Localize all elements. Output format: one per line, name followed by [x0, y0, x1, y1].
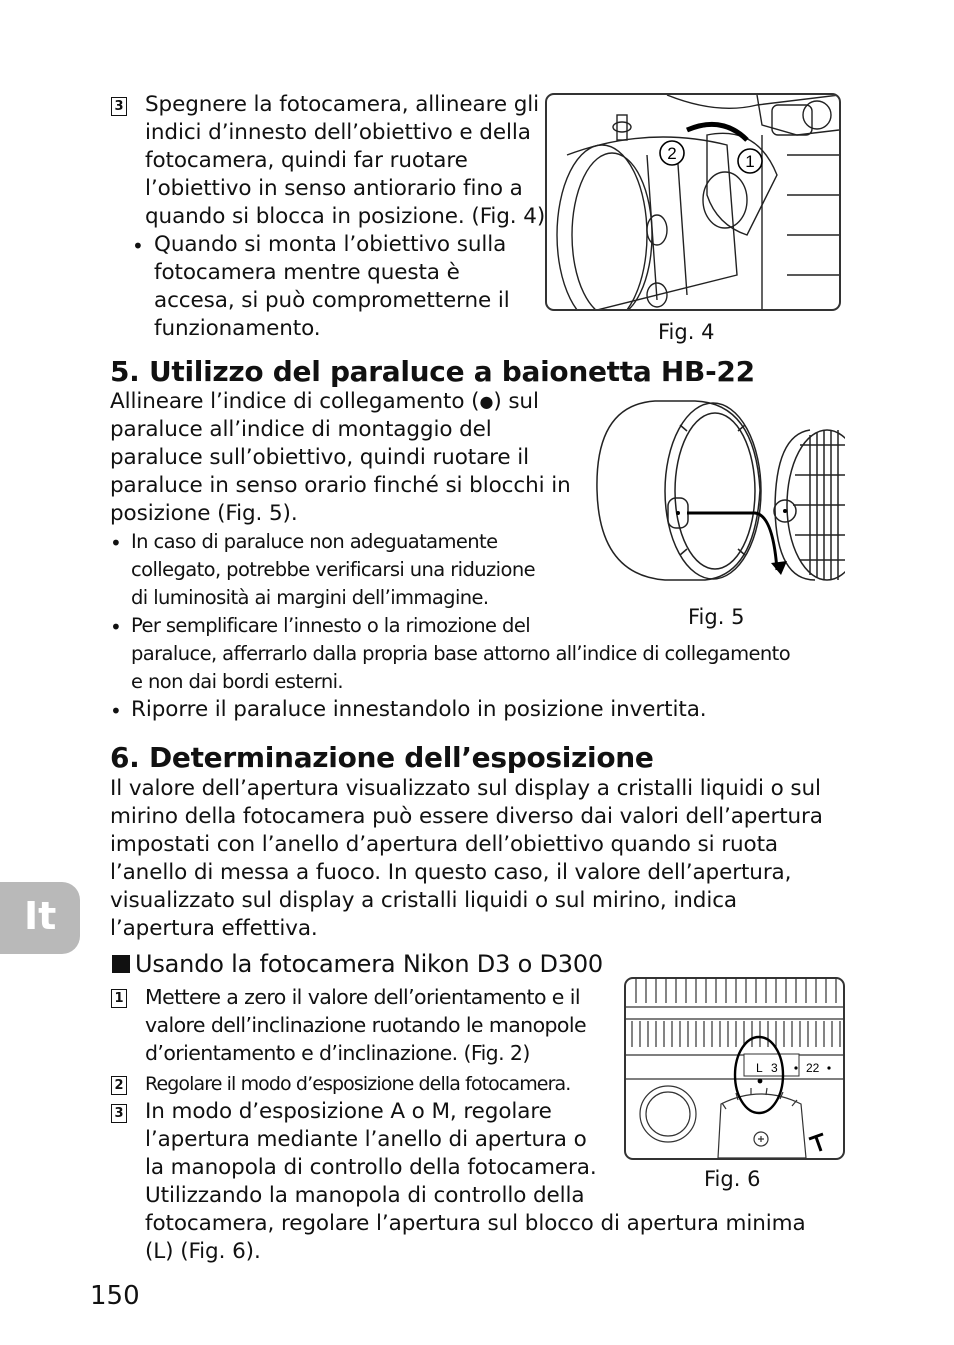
text-line: mirino della fotocamera può essere diverso dai valori dell’apertura — [110, 804, 823, 829]
section-6-heading: 6. Determinazione dell’esposizione — [110, 741, 654, 774]
bullet-dot: • — [110, 615, 122, 639]
text-line: fotocamera mentre questa è — [154, 260, 460, 285]
text-line: di luminosità ai margini dell’immagine. — [131, 586, 489, 609]
step-number-box: 1 — [111, 989, 127, 1008]
text-line: la manopola di controllo della fotocamera. — [145, 1155, 597, 1180]
figure-reference: Fig. 5 — [225, 501, 283, 526]
text-line: posizione (Fig. 5). — [110, 501, 298, 526]
text-line: collegato, potrebbe verificarsi una riduzione — [131, 558, 535, 581]
subheading: Usando la fotocamera Nikon D3 o D300 — [112, 950, 603, 978]
step2-text — [145, 1070, 570, 1098]
text-line: accesa, si può comprometterne il — [154, 288, 510, 313]
text-line: Spegnere la fotocamera, allineare gli — [145, 92, 540, 117]
step3-text — [145, 91, 545, 231]
step1-text — [145, 983, 586, 1067]
text-line: Quando si monta l’obiettivo sulla — [154, 232, 507, 257]
text-line: l’apertura effettiva. — [110, 916, 318, 941]
text-line: d’orientamento e d’inclinazione. (Fig. 2) — [145, 1041, 530, 1065]
section-6-paragraph — [110, 775, 823, 943]
text-line: impostati con l’anello d’apertura dell’obiettivo quando si ruota — [110, 832, 778, 857]
text-line: In caso di paraluce non adeguatamente — [131, 530, 498, 553]
text-line: valore dell’inclinazione ruotando le manopole — [145, 1013, 586, 1037]
text-line: Regolare il modo d’esposizione della fotocamera. — [145, 1073, 571, 1095]
text-line: e non dai bordi esterni. — [131, 670, 344, 693]
language-tab-label: It — [24, 894, 57, 938]
step-number-box: 2 — [111, 1076, 127, 1095]
text-line: visualizzato sul display a cristalli liquidi o sul mirino, indica — [110, 888, 737, 913]
step-number-box: 3 — [111, 1104, 127, 1123]
aperture-scale-22: 22 — [806, 1061, 820, 1075]
camera-top-drawing — [626, 979, 843, 1158]
callout-1: 1 — [745, 152, 755, 171]
text-line: Per semplificare l’innesto o la rimozione del — [131, 614, 531, 637]
bullet-dot: • — [110, 699, 122, 723]
text-line: paraluce in senso orario finché si blocchi in — [110, 473, 571, 498]
page-number: 150 — [90, 1281, 140, 1311]
text-line: funzionamento. — [154, 316, 321, 341]
text-line: paraluce all’indice di montaggio del — [110, 417, 492, 442]
text-line: quando si blocca in posizione. (Fig. 4) — [145, 204, 546, 229]
section-5-paragraph — [110, 388, 571, 528]
section-5-heading: 5. Utilizzo del paraluce a baionetta HB-22 — [110, 355, 755, 388]
text-line: Allineare l’indice di collegamento (●) sul — [110, 389, 539, 414]
aperture-lock-label: L — [756, 1061, 763, 1075]
aperture-scale-3: 3 — [771, 1061, 778, 1075]
bullet-dot: • — [110, 531, 122, 555]
text-line: paraluce sull’obiettivo, quindi ruotare il — [110, 445, 530, 470]
text-line: l’obiettivo in senso antiorario fino a — [145, 176, 523, 201]
figure-6-caption: Fig. 6 — [704, 1167, 761, 1191]
text-line: paraluce, afferrarlo dalla propria base attorno all’indice di collegamento — [131, 642, 791, 665]
bullet-dot: • — [132, 234, 144, 258]
lens-mount-drawing — [547, 95, 839, 309]
section-5-bullet-3 — [131, 696, 707, 724]
figure-5-illustration — [595, 395, 845, 600]
step-number-box: 3 — [111, 97, 127, 116]
figure-reference: Fig. 6 — [188, 1239, 246, 1264]
figure-4-illustration — [545, 93, 841, 311]
step3-bullet-text — [154, 231, 510, 343]
section-5-bullet-1 — [131, 528, 535, 612]
text-line: Utilizzando la manopola di controllo della — [145, 1183, 585, 1208]
dot-symbol-icon: ● — [479, 392, 494, 411]
square-bullet-icon — [112, 955, 130, 973]
language-tab — [0, 882, 80, 954]
figure-reference: Fig. 4 — [479, 204, 537, 229]
text-line: Mettere a zero il valore dell’orientamento e il — [145, 985, 580, 1009]
figure-4-caption: Fig. 4 — [658, 320, 715, 344]
text-line: fotocamera, regolare l’apertura sul blocco di apertura minima — [145, 1211, 806, 1236]
lens-hood-drawing — [595, 395, 845, 600]
text-line: fotocamera, quindi far ruotare — [145, 148, 468, 173]
figure-6-illustration — [624, 977, 845, 1160]
text-line: Il valore dell’apertura visualizzato sul display a cristalli liquidi o sul — [110, 776, 821, 801]
text-line: indici d’innesto dell’obiettivo e della — [145, 120, 531, 145]
text-line: In modo d’esposizione A o M, regolare — [145, 1099, 552, 1124]
text-line: Riporre il paraluce innestandolo in posizione invertita. — [131, 697, 707, 722]
figure-5-caption: Fig. 5 — [688, 605, 745, 629]
text-line: (L) (Fig. 6). — [145, 1239, 261, 1264]
text-line: l’anello di messa a fuoco. In questo caso, il valore dell’apertura, — [110, 860, 792, 885]
callout-2: 2 — [667, 144, 677, 163]
figure-reference: Fig. 2 — [470, 1041, 523, 1065]
text-line: l’apertura mediante l’anello di apertura o — [145, 1127, 587, 1152]
